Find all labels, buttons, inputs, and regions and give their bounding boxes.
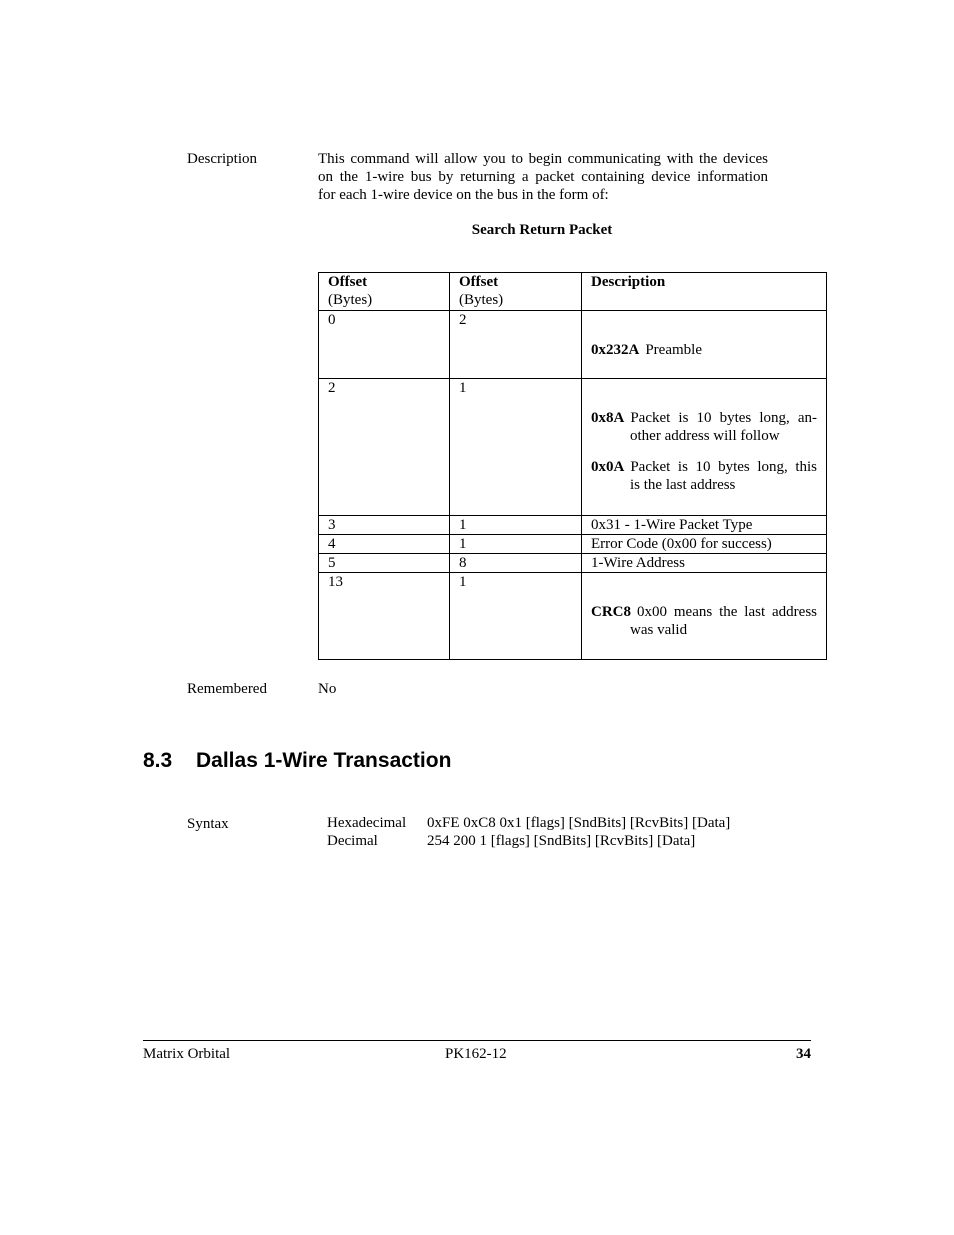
description-line: on the 1-wire bus by returning a packet containing device information bbox=[318, 169, 768, 185]
offset-cell: 2 bbox=[319, 379, 450, 516]
offset-cell: 0 bbox=[319, 311, 450, 379]
entry-continuation: is the last address bbox=[630, 477, 736, 493]
size-cell: 1 bbox=[450, 516, 582, 535]
header-sub: (Bytes) bbox=[459, 292, 504, 308]
table-row bbox=[319, 535, 827, 554]
page-number: 34 bbox=[796, 1046, 811, 1062]
description-entry bbox=[591, 603, 817, 621]
header-title: Offset bbox=[459, 274, 499, 290]
description-cell: 1-Wire Address bbox=[582, 554, 827, 573]
table-row bbox=[319, 554, 827, 573]
section-title: Dallas 1-Wire Transaction bbox=[196, 749, 452, 772]
description-cell: Error Code (0x00 for success) bbox=[582, 535, 827, 554]
description-label: Description bbox=[187, 151, 257, 167]
header-cell bbox=[582, 273, 827, 311]
description-entry bbox=[591, 458, 817, 476]
size-cell: 1 bbox=[450, 573, 582, 660]
section-number: 8.3 bbox=[143, 749, 173, 772]
description-entry-cont bbox=[591, 621, 817, 639]
description-cell bbox=[582, 379, 827, 516]
table-row bbox=[319, 516, 827, 535]
header-cell bbox=[319, 273, 450, 311]
description-line: This command will allow you to begin communicating with the devices bbox=[318, 151, 768, 167]
entry-key: 0x0A bbox=[591, 459, 625, 475]
offset-cell: 3 bbox=[319, 516, 450, 535]
entry-key: 0x232A bbox=[591, 342, 640, 358]
entry-continuation: was valid bbox=[630, 622, 688, 638]
syntax-label: Syntax bbox=[187, 816, 229, 832]
table-row bbox=[319, 311, 827, 379]
description-entry-cont bbox=[591, 476, 817, 494]
entry-continuation: other address will follow bbox=[630, 428, 780, 444]
description-text bbox=[318, 150, 768, 204]
table-caption: Search Return Packet bbox=[471, 222, 613, 238]
size-cell: 1 bbox=[450, 535, 582, 554]
description-line: for each 1-wire device on the bus in the form of: bbox=[318, 187, 609, 203]
entry-key: CRC8 bbox=[591, 604, 631, 620]
footer-left: Matrix Orbital bbox=[143, 1046, 231, 1062]
entry-text: Preamble bbox=[645, 342, 702, 358]
description-cell bbox=[582, 311, 827, 379]
section-heading bbox=[143, 747, 451, 775]
description-entry bbox=[591, 341, 817, 359]
entry-key: 0x8A bbox=[591, 410, 625, 426]
entry-text: Packet is 10 bytes long, this bbox=[630, 459, 817, 475]
table-header-row bbox=[319, 273, 827, 311]
table-row bbox=[319, 573, 827, 660]
header-cell bbox=[450, 273, 582, 311]
search-return-packet-table bbox=[318, 272, 827, 660]
offset-cell: 4 bbox=[319, 535, 450, 554]
header-title: Description bbox=[591, 274, 666, 290]
offset-cell: 13 bbox=[319, 573, 450, 660]
entry-text: Packet is 10 bytes long, an- bbox=[630, 410, 817, 426]
size-cell: 8 bbox=[450, 554, 582, 573]
description-entry-cont bbox=[591, 427, 817, 445]
table-row bbox=[319, 379, 827, 516]
remembered-value: No bbox=[318, 681, 337, 697]
footer-center: PK162-12 bbox=[445, 1046, 507, 1062]
remembered-label: Remembered bbox=[187, 681, 267, 697]
description-cell: 0x31 - 1-Wire Packet Type bbox=[582, 516, 827, 535]
description-entry bbox=[591, 409, 817, 427]
size-cell: 1 bbox=[450, 379, 582, 516]
offset-cell: 5 bbox=[319, 554, 450, 573]
syntax-value-dec: 254 200 1 [flags] [SndBits] [RcvBits] [Data] bbox=[427, 833, 696, 849]
syntax-value-hex: 0xFE 0xC8 0x1 [flags] [SndBits] [RcvBits] [Data] bbox=[427, 815, 731, 831]
size-cell: 2 bbox=[450, 311, 582, 379]
syntax-kind-hex: Hexadecimal bbox=[327, 815, 407, 831]
description-cell bbox=[582, 573, 827, 660]
header-sub: (Bytes) bbox=[328, 292, 373, 308]
syntax-kind-dec: Decimal bbox=[327, 833, 378, 849]
footer-rule bbox=[143, 1040, 811, 1041]
entry-text: 0x00 means the last address bbox=[637, 604, 817, 620]
header-title: Offset bbox=[328, 274, 368, 290]
